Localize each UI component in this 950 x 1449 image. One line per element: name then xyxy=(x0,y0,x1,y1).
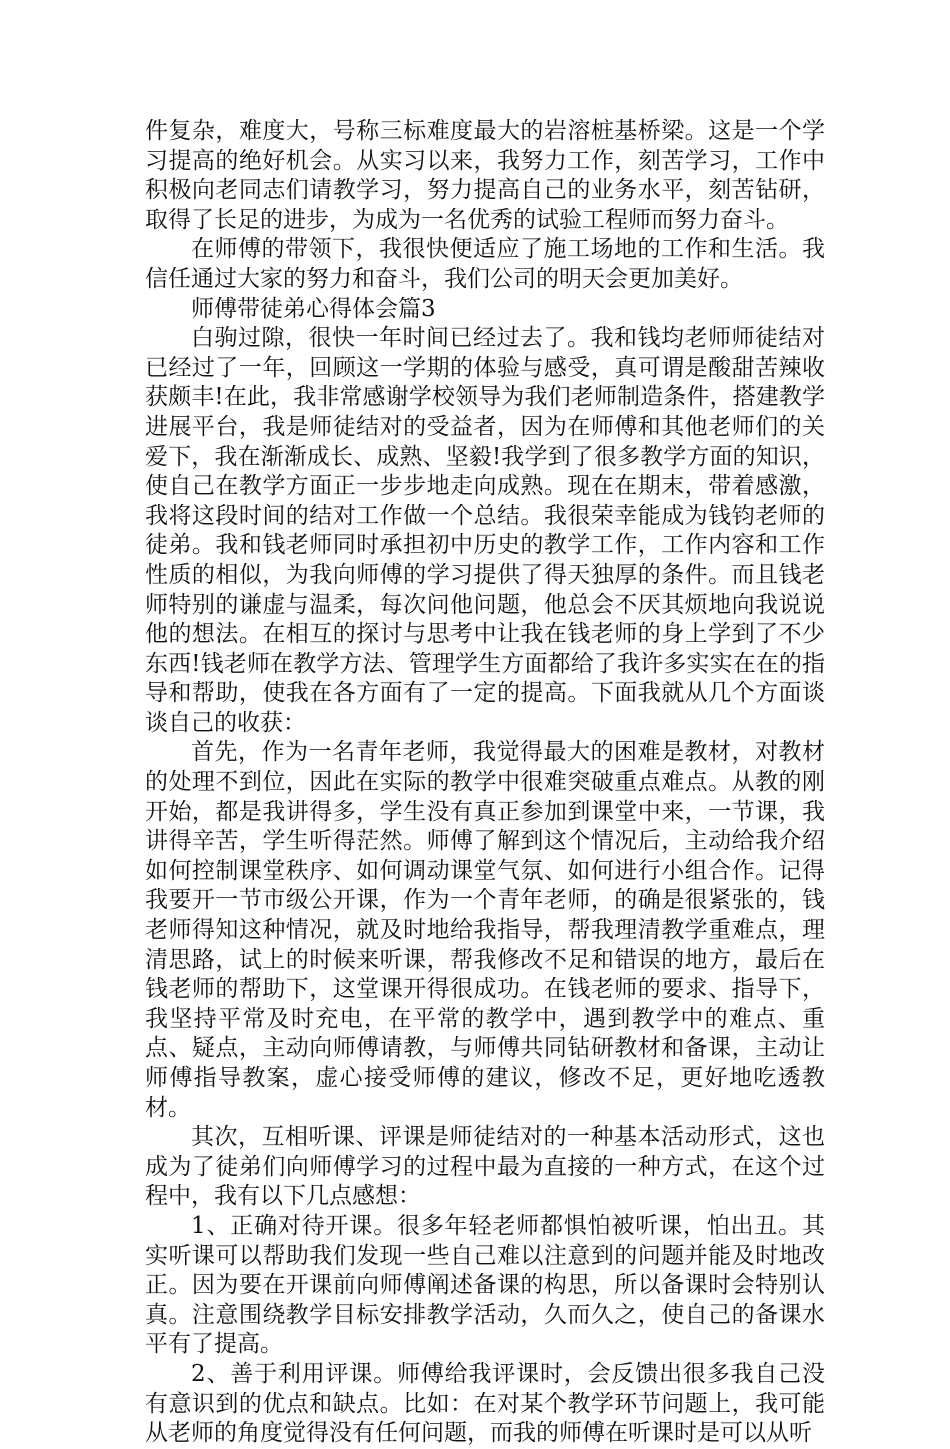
paragraph-3: 白驹过隙，很快一年时间已经过去了。我和钱均老师师徒结对已经过了一年，回顾这一学期的体验与感受，真可谓是酸甜苦辣收获颇丰!在此，我非常感谢学校领导为我们老师制造条件，搭建教学进展平台，我是师徒结对的受益者，因为在师傅和其他老师们的关爱下，我在渐渐成长、成熟、坚毅!我学到了很多教学方面的知识，使自己在教学方面正一步步地走向成熟。现在在期末，带着感激，我将这段时间的结对工作做一个总结。我很荣幸能成为钱钧老师的徒弟。我和钱老师同时承担初中历史的教学工作，工作内容和工作性质的相似，为我向师傅的学习提供了得天独厚的条件。而且钱老师特别的谦虚与温柔，每次问他问题，他总会不厌其烦地向我说说他的想法。在相互的探讨与思考中让我在钱老师的身上学到了不少东西!钱老师在教学方法、管理学生方面都给了我许多实实在在的指导和帮助，使我在各方面有了一定的提高。下面我就从几个方面谈谈自己的收获： xyxy=(145,325,825,736)
paragraph-4: 首先，作为一名青年老师，我觉得最大的困难是教材，对教材的处理不到位，因此在实际的教学中很难突破重点难点。从教的刚开始，都是我讲得多，学生没有真正参加到课堂中来，一节课，我讲得辛苦，学生听得茫然。师傅了解到这个情况后，主动给我介绍如何控制课堂秩序、如何调动课堂气氛、如何进行小组合作。记得我要开一节市级公开课，作为一个青年老师，的确是很紧张的，钱老师得知这种情况，就及时地给我指导，帮我理清教学重难点，理清思路，试上的时候来听课，帮我修改不足和错误的地方，最后在钱老师的帮助下，这堂课开得很成功。在钱老师的要求、指导下，我坚持平常及时充电，在平常的教学中，遇到教学中的难点、重点、疑点，主动向师傅请教，与师傅共同钻研教材和备课，主动让师傅指导教案，虚心接受师傅的建议，修改不足，更好地吃透教材。 xyxy=(145,739,825,1121)
paragraph-5: 其次，互相听课、评课是师徒结对的一种基本活动形式，这也成为了徒弟们向师傅学习的过程中最为直接的一种方式，在这个过程中，我有以下几点感想： xyxy=(145,1124,825,1210)
paragraph-1: 件复杂，难度大，号称三标难度最大的岩溶桩基桥梁。这是一个学习提高的绝好机会。从实习以来，我努力工作，刻苦学习，工作中积极向老同志们请教学习，努力提高自己的业务水平，刻苦钻研，取得了长足的进步，为成为一名优秀的试验工程师而努力奋斗。 xyxy=(145,118,825,233)
section-heading: 师傅带徒弟心得体会篇3 xyxy=(191,295,436,322)
paragraph-2: 在师傅的带领下，我很快便适应了施工场地的工作和生活。我信任通过大家的努力和奋斗，我们公司的明天会更加美好。 xyxy=(145,236,825,292)
document-body xyxy=(145,117,825,1449)
list-item-1: 1、正确对待开课。很多年轻老师都惧怕被听课，怕出丑。其实听课可以帮助我们发现一些自己难以注意到的问题并能及时地改正。因为要在开课前向师傅阐述备课的构思，所以备课时会特别认真。注意围绕教学目标安排教学活动，久而久之，使自己的备课水平有了提高。 xyxy=(145,1212,825,1358)
list-item-2: 2、善于利用评课。师傅给我评课时，会反馈出很多我自己没有意识到的优点和缺点。比如：在对某个教学环节问题上，我可能从老师的角度觉得没有任何问题，而我的师傅在听课时是可以从听 xyxy=(145,1360,825,1447)
